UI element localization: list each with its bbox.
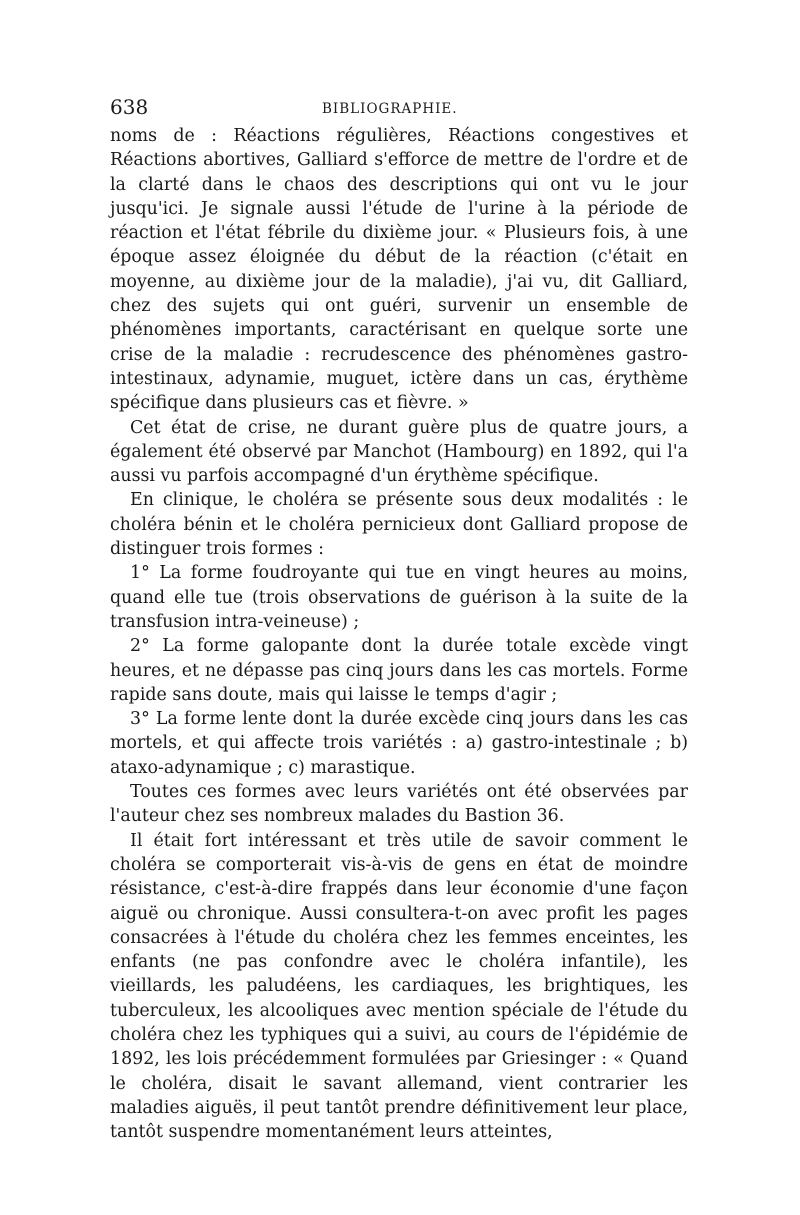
paragraph-continuation: noms de : Réactions régulières, Réactions congestives et Réactions abortives, Galliard s'efforce de mettre de l'ordre et de la clarté dans le chaos des descriptions qui ont vu le jour jusqu'ici. Je signale aussi l'étude de l'urine à la période de réaction et l'état fébrile du dixième jour. « Plusieurs fois, à une époque assez éloignée du début de la réaction (c'était en moyenne, au dixième jour de la maladie), j'ai vu, dit Galliard, chez des sujets qui ont guéri, survenir un ensemble de phénomènes importants, caractérisant en quelque sorte une crise de la maladie : recrudescence des phénomènes gastro-intestinaux, adynamie, muguet, ictère dans un cas, érythème spécifique dans plusieurs cas et fièvre. » (110, 126, 688, 414)
body-text (110, 124, 688, 1144)
paragraph-clinical-forms: En clinique, le choléra se présente sous deux modalités : le choléra bénin et le choléra pernicieux dont Galliard propose de distinguer trois formes : (110, 490, 688, 560)
page-number: 638 (110, 95, 149, 119)
paragraph-observations: Toutes ces formes avec leurs variétés ont été observées par l'auteur chez ses nombreux malades du Bastion 36. (110, 782, 688, 827)
page (110, 94, 688, 1144)
list-item-form-3: 3° La forme lente dont la durée excède cinq jours dans les cas mortels, et qui affecte trois variétés : a) gastro-intestinale ; b) ataxo-adynamique ; c) marastique. (110, 709, 688, 778)
list-item-form-2: 2° La forme galopante dont la durée totale excède vingt heures, et ne dépasse pas cinq jours dans les cas mortels. Forme rapide sans doute, mais qui laisse le temps d'agir ; (110, 636, 688, 705)
paragraph-crisis-state: Cet état de crise, ne durant guère plus de quatre jours, a également été observé par Manchot (Hambourg) en 1892, qui l'a aussi vu parfois accompagné d'un érythème spécifique. (110, 417, 688, 487)
paragraph-resistance: Il était fort intéressant et très utile de savoir comment le choléra se comporterait vis-à-vis de gens en état de moindre résistance, c'est-à-dire frappés dans leur économie d'une façon aiguë ou chronique. Aussi consultera-t-on avec profit les pages consacrées à l'étude du choléra chez les femmes enceintes, les enfants (ne pas confondre avec le choléra infantile), les vieillards, les paludéens, les cardiaques, les brightiques, les tuberculeux, les alcooliques avec mention spéciale de l'étude du choléra chez les typhiques qui a suivi, au cours de l'épidémie de 1892, les lois précédemment formulées par Griesinger : « Quand le choléra, disait le savant allemand, vient contrarier les maladies aiguës, il peut tantôt prendre définitivement leur place, tantôt suspendre momentanément leurs atteintes, (110, 830, 688, 1143)
list-item-form-1: 1° La forme foudroyante qui tue en vingt heures au moins, quand elle tue (trois observations de guérison à la suite de la transfusion intra-veineuse) ; (110, 563, 688, 632)
page-header (110, 94, 688, 124)
running-head: BIBLIOGRAPHIE. (322, 101, 458, 117)
